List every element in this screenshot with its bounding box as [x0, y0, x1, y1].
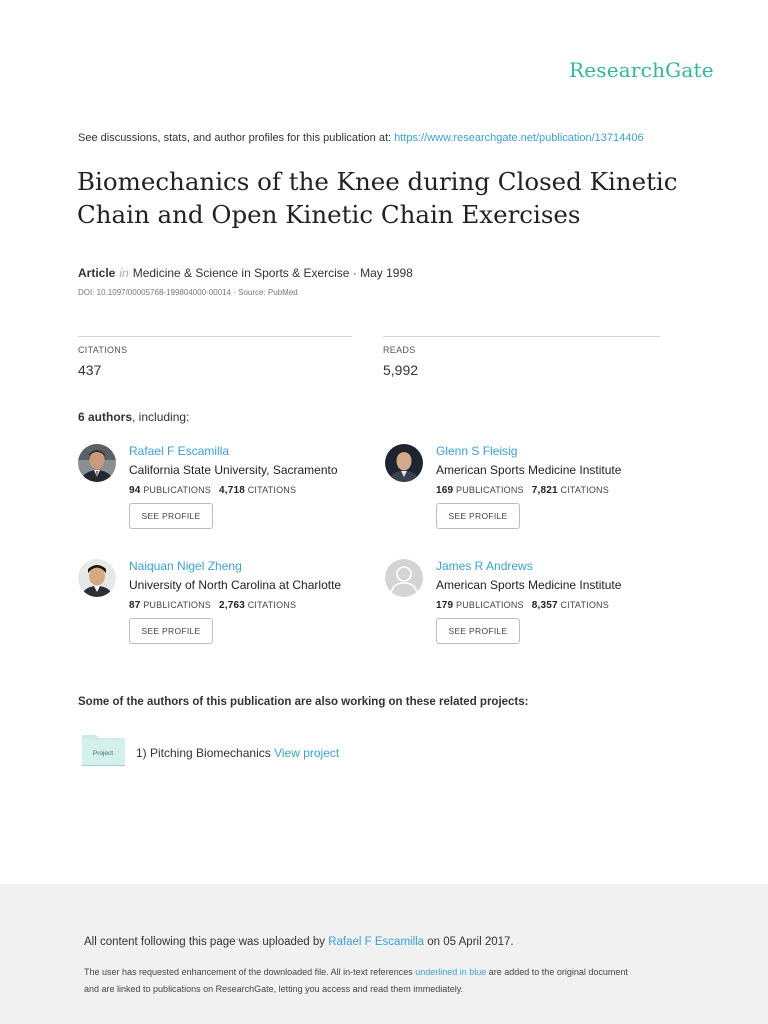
discussion-line [78, 132, 644, 144]
citations-divider [78, 336, 352, 337]
publications-label: PUBLICATIONS [456, 485, 524, 495]
author-card [78, 559, 368, 669]
author-stats [436, 485, 609, 496]
default-avatar-icon [385, 559, 423, 597]
person-photo-icon [385, 444, 423, 482]
project-folder-icon [82, 733, 125, 766]
note-prefix: The user has requested enhancement of the downloaded file. All in-text references [84, 967, 416, 977]
authors-heading [78, 410, 189, 424]
paper-meta [78, 266, 413, 280]
project-icon-label: Project [92, 750, 114, 757]
author-name-link[interactable]: James R Andrews [436, 559, 533, 573]
underlined-in-blue-text: underlined in blue [415, 967, 487, 977]
project-name: 1) Pitching Biomechanics [136, 746, 271, 760]
project-item [136, 746, 339, 760]
author-name-link[interactable]: Glenn S Fleisig [436, 444, 518, 458]
citations-count: 7,821 [531, 485, 558, 496]
publications-label: PUBLICATIONS [143, 485, 211, 495]
view-project-link[interactable]: View project [274, 746, 340, 760]
author-stats [129, 485, 296, 496]
publications-count: 87 [129, 600, 141, 611]
person-photo-icon [78, 444, 116, 482]
publications-label: PUBLICATIONS [143, 600, 211, 610]
author-institution: University of North Carolina at Charlotte [129, 578, 342, 592]
journal-date: Medicine & Science in Sports & Exercise · May 1998 [132, 266, 413, 280]
author-avatar[interactable] [385, 559, 423, 597]
footer-panel [0, 884, 768, 1024]
authors-suffix: , including: [132, 410, 190, 424]
in-word: in [119, 266, 129, 280]
doi-source: DOI: 10.1097/00005768-199804000-00014 · Source: PubMed [78, 288, 298, 297]
author-institution: California State University, Sacramento [129, 463, 338, 477]
note-suffix: are added to the original document [486, 967, 628, 977]
enhancement-note-line2: and are linked to publications on ResearchGate, letting you access and read them immediately. [84, 984, 464, 994]
author-card [385, 559, 675, 669]
paper-type: Article [78, 266, 116, 280]
uploader-link[interactable]: Rafael F Escamilla [328, 936, 425, 948]
author-stats [436, 600, 609, 611]
author-name-link[interactable]: Rafael F Escamilla [129, 444, 230, 458]
discussion-text: See discussions, stats, and author profiles for this publication at: [78, 132, 395, 144]
citations-label: CITATIONS [247, 485, 297, 495]
related-projects-heading: Some of the authors of this publication are also working on these related projects: [78, 696, 529, 708]
reads-value: 5,992 [383, 362, 419, 378]
upload-notice [84, 936, 514, 948]
enhancement-note-line1 [84, 967, 628, 977]
author-avatar[interactable] [78, 444, 116, 482]
see-profile-button[interactable]: SEE PROFILE [129, 618, 213, 644]
author-name-link[interactable]: Naiquan Nigel Zheng [129, 559, 242, 573]
citations-label: CITATIONS [78, 345, 128, 355]
citations-label: CITATIONS [560, 485, 609, 495]
author-card [385, 444, 675, 554]
author-institution: American Sports Medicine Institute [436, 463, 622, 477]
citations-value: 437 [78, 362, 102, 378]
citations-label: CITATIONS [560, 600, 609, 610]
see-profile-button[interactable]: SEE PROFILE [436, 503, 520, 529]
author-card [78, 444, 368, 554]
author-avatar[interactable] [78, 559, 116, 597]
citations-count: 8,357 [531, 600, 558, 611]
see-profile-button[interactable]: SEE PROFILE [129, 503, 213, 529]
publication-url-link[interactable]: https://www.researchgate.net/publication/13714406 [394, 132, 644, 144]
person-photo-icon [78, 559, 116, 597]
author-institution: American Sports Medicine Institute [436, 578, 622, 592]
publications-label: PUBLICATIONS [456, 600, 524, 610]
publications-count: 179 [436, 600, 454, 611]
publications-count: 169 [436, 485, 454, 496]
researchgate-logo: ResearchGate [569, 58, 714, 82]
upload-suffix: on 05 April 2017. [424, 936, 514, 948]
citations-count: 2,763 [218, 600, 246, 611]
paper-title: Biomechanics of the Knee during Closed Kinetic Chain and Open Kinetic Chain Exercises [77, 167, 678, 229]
author-stats [129, 600, 296, 611]
authors-count: 6 authors [78, 410, 133, 424]
citations-label: CITATIONS [247, 600, 297, 610]
upload-prefix: All content following this page was uploaded by [84, 936, 329, 948]
see-profile-button[interactable]: SEE PROFILE [436, 618, 520, 644]
reads-label: READS [383, 345, 416, 355]
citations-count: 4,718 [218, 485, 246, 496]
reads-divider [383, 336, 660, 337]
publications-count: 94 [129, 485, 141, 496]
author-avatar[interactable] [385, 444, 423, 482]
